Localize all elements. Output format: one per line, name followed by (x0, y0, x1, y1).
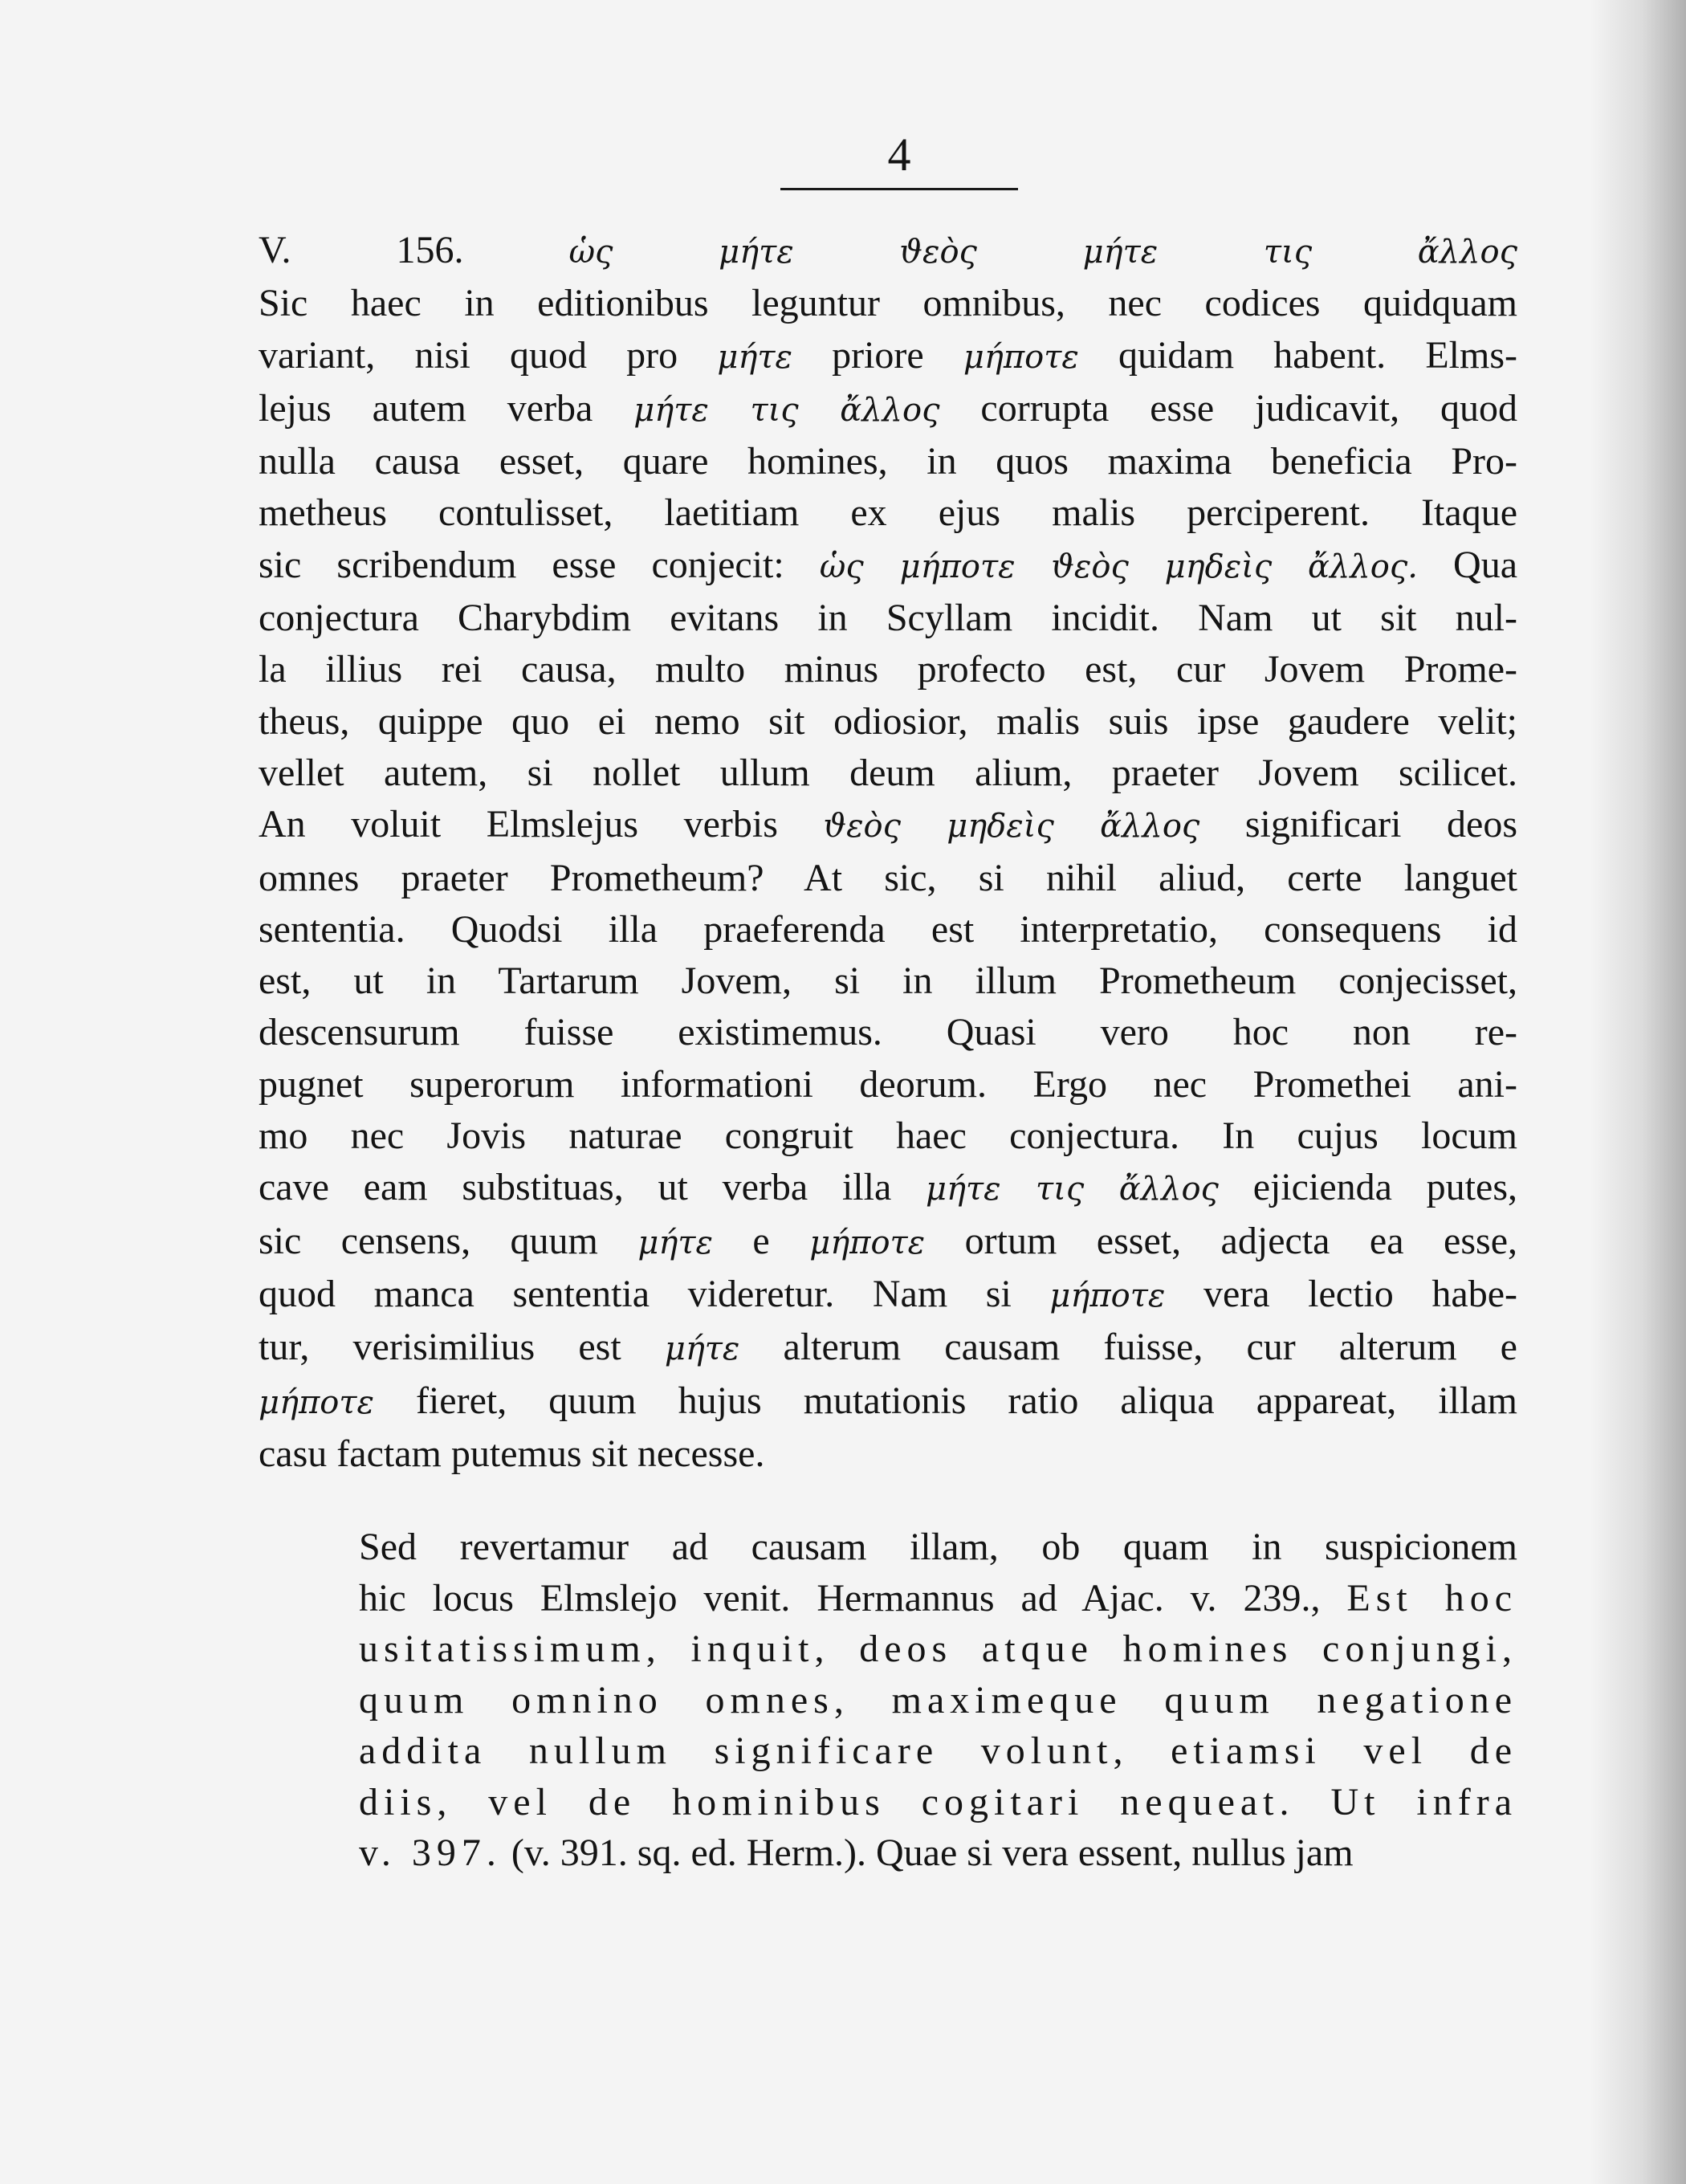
text-line (259, 1726, 1517, 1777)
text-run: la illius rei causa, multo minus profecto est, cur Jovem Prome- (259, 648, 1517, 691)
text-run: nulla causa esset, quare homines, in quos maxima beneficia Pro- (259, 440, 1517, 483)
text-run: ortum esset, adjecta ea esse, (925, 1219, 1517, 1262)
greek-text: μήτε τις ἄλλος (926, 1171, 1219, 1208)
paragraph-verse-156-commentary (259, 225, 1517, 1480)
greek-text: μήποτε (259, 1383, 374, 1421)
text-run: corrupta esse judicavit, quod (939, 386, 1518, 430)
quoted-spaced-text: usitatissimum, inquit, deos atque homines conjungi, (359, 1628, 1517, 1670)
page-number: 4 (887, 128, 911, 181)
greek-text: μήποτε (963, 338, 1079, 376)
text-line (259, 330, 1517, 383)
text-run: Sed revertamur ad causam illam, ob quam in suspicionem (359, 1526, 1517, 1568)
greek-text: μήτε (664, 1330, 740, 1368)
text-line (259, 644, 1517, 695)
text-line (259, 1573, 1517, 1624)
greek-text: μήποτε (809, 1224, 926, 1261)
text-run: mo nec Jovis naturae congruit haec conjectura. In cujus locum (259, 1114, 1517, 1158)
text-run: An voluit Elmslejus verbis (259, 803, 824, 846)
text-line (259, 853, 1517, 904)
text-line (259, 1827, 1517, 1879)
text-run: significari deos (1199, 803, 1517, 846)
text-run: theus, quippe quo ei nemo sit odiosior, malis suis ipse gaudere velit; (259, 699, 1517, 743)
text-run: Sic haec in editionibus leguntur omnibus, nec codices quidquam (259, 282, 1517, 325)
quoted-spaced-text: v. 397. (359, 1832, 502, 1874)
greek-text: μήτε (717, 338, 792, 376)
text-run: sic censens, quum (259, 1219, 638, 1262)
paragraph-hermannus-citation (259, 1522, 1517, 1879)
text-run: e (712, 1219, 810, 1262)
text-line (259, 1007, 1517, 1058)
text-line (259, 1322, 1517, 1375)
text-run: sic scribendum esse conjecit: (259, 543, 820, 586)
greek-text: ϑεὸς μηδεὶς ἄλλος (823, 808, 1200, 845)
text-run: omnes praeter Prometheum? At sic, si nihil aliud, certe languet (259, 856, 1517, 899)
text-run: hic locus Elmslejo venit. Hermannus ad Ajac. v. 239., (359, 1576, 1347, 1620)
text-run: variant, nisi quod pro (259, 333, 718, 377)
text-run: V. 156. (259, 229, 569, 271)
text-run: descensurum fuisse existimemus. Quasi vero hoc non re- (259, 1011, 1517, 1054)
greek-text: μήτε (637, 1224, 713, 1261)
text-line (259, 278, 1517, 329)
text-run: conjectura Charybdim evitans in Scyllam incidit. Nam ut sit nul- (259, 597, 1517, 640)
text-run: casu factam putemus sit necesse. (259, 1432, 765, 1475)
text-run: metheus contulisset, laetitiam ex ejus malis perciperent. Itaque (259, 491, 1517, 535)
text-run: priore (792, 333, 963, 377)
text-line (259, 696, 1517, 748)
quoted-spaced-text: quum omnino omnes, maximeque quum negatione (359, 1678, 1517, 1722)
text-line (259, 225, 1517, 278)
text-line (259, 904, 1517, 956)
text-line (259, 593, 1517, 644)
text-run: Qua (1417, 543, 1517, 586)
text-line (259, 1059, 1517, 1110)
text-line (259, 1624, 1517, 1675)
text-line (259, 1110, 1517, 1162)
greek-text: μήτε τις ἄλλος (633, 391, 940, 429)
greek-text: μήποτε (1049, 1277, 1166, 1314)
text-line (259, 956, 1517, 1007)
text-run: quod manca sententia videretur. Nam si (259, 1272, 1050, 1315)
text-line (259, 1522, 1517, 1573)
text-run: ejicienda putes, (1218, 1166, 1518, 1209)
page-gutter-shadow (1590, 0, 1686, 2184)
text-run: vera lectio habe- (1165, 1272, 1517, 1315)
text-run: cave eam substituas, ut verba illa (259, 1166, 926, 1209)
text-run: sententia. Quodsi illa praeferenda est interpretatio, consequens id (259, 907, 1517, 951)
text-run: pugnet superorum informationi deorum. Ergo nec Promethei ani- (259, 1062, 1517, 1106)
quoted-spaced-text: addita nullum significare volunt, etiamsi vel de (359, 1730, 1517, 1772)
text-line (259, 383, 1517, 436)
text-run: alterum causam fuisse, cur alterum e (739, 1326, 1517, 1369)
text-line (259, 487, 1517, 539)
text-run: fieret, quum hujus mutationis ratio aliqua appareat, illam (373, 1379, 1517, 1422)
text-line (259, 1269, 1517, 1322)
text-run: est, ut in Tartarum Jovem, si in illum Prometheum conjecisset, (259, 960, 1517, 1003)
greek-text: ὡς μήτε ϑεὸς μήτε τις ἄλλος (568, 234, 1517, 271)
text-line (259, 540, 1517, 593)
text-line (259, 799, 1517, 852)
text-run: (v. 391. sq. ed. Herm.). Quae si vera essent, nullus jam (501, 1832, 1354, 1874)
text-run: vellet autem, si nollet ullum deum alium, praeter Jovem scilicet. (259, 751, 1517, 794)
page-number-rule (780, 188, 1018, 190)
text-line (259, 748, 1517, 799)
text-line (259, 1162, 1517, 1215)
text-line (259, 1216, 1517, 1269)
text-line (259, 1675, 1517, 1726)
text-line (259, 1428, 1517, 1480)
text-line (259, 436, 1517, 487)
text-run: quidam habent. Elms- (1078, 333, 1518, 377)
text-run: lejus autem verba (259, 386, 634, 430)
text-line (259, 1777, 1517, 1828)
quoted-spaced-text: diis, vel de hominibus cogitari nequeat. Ut infra (359, 1780, 1517, 1823)
quoted-spaced-text: Est hoc (1346, 1576, 1517, 1620)
greek-text: ὡς μήποτε ϑεὸς μηδεὶς ἄλλος. (819, 548, 1418, 585)
text-run: tur, verisimilius est (259, 1326, 665, 1369)
text-line (259, 1375, 1517, 1428)
